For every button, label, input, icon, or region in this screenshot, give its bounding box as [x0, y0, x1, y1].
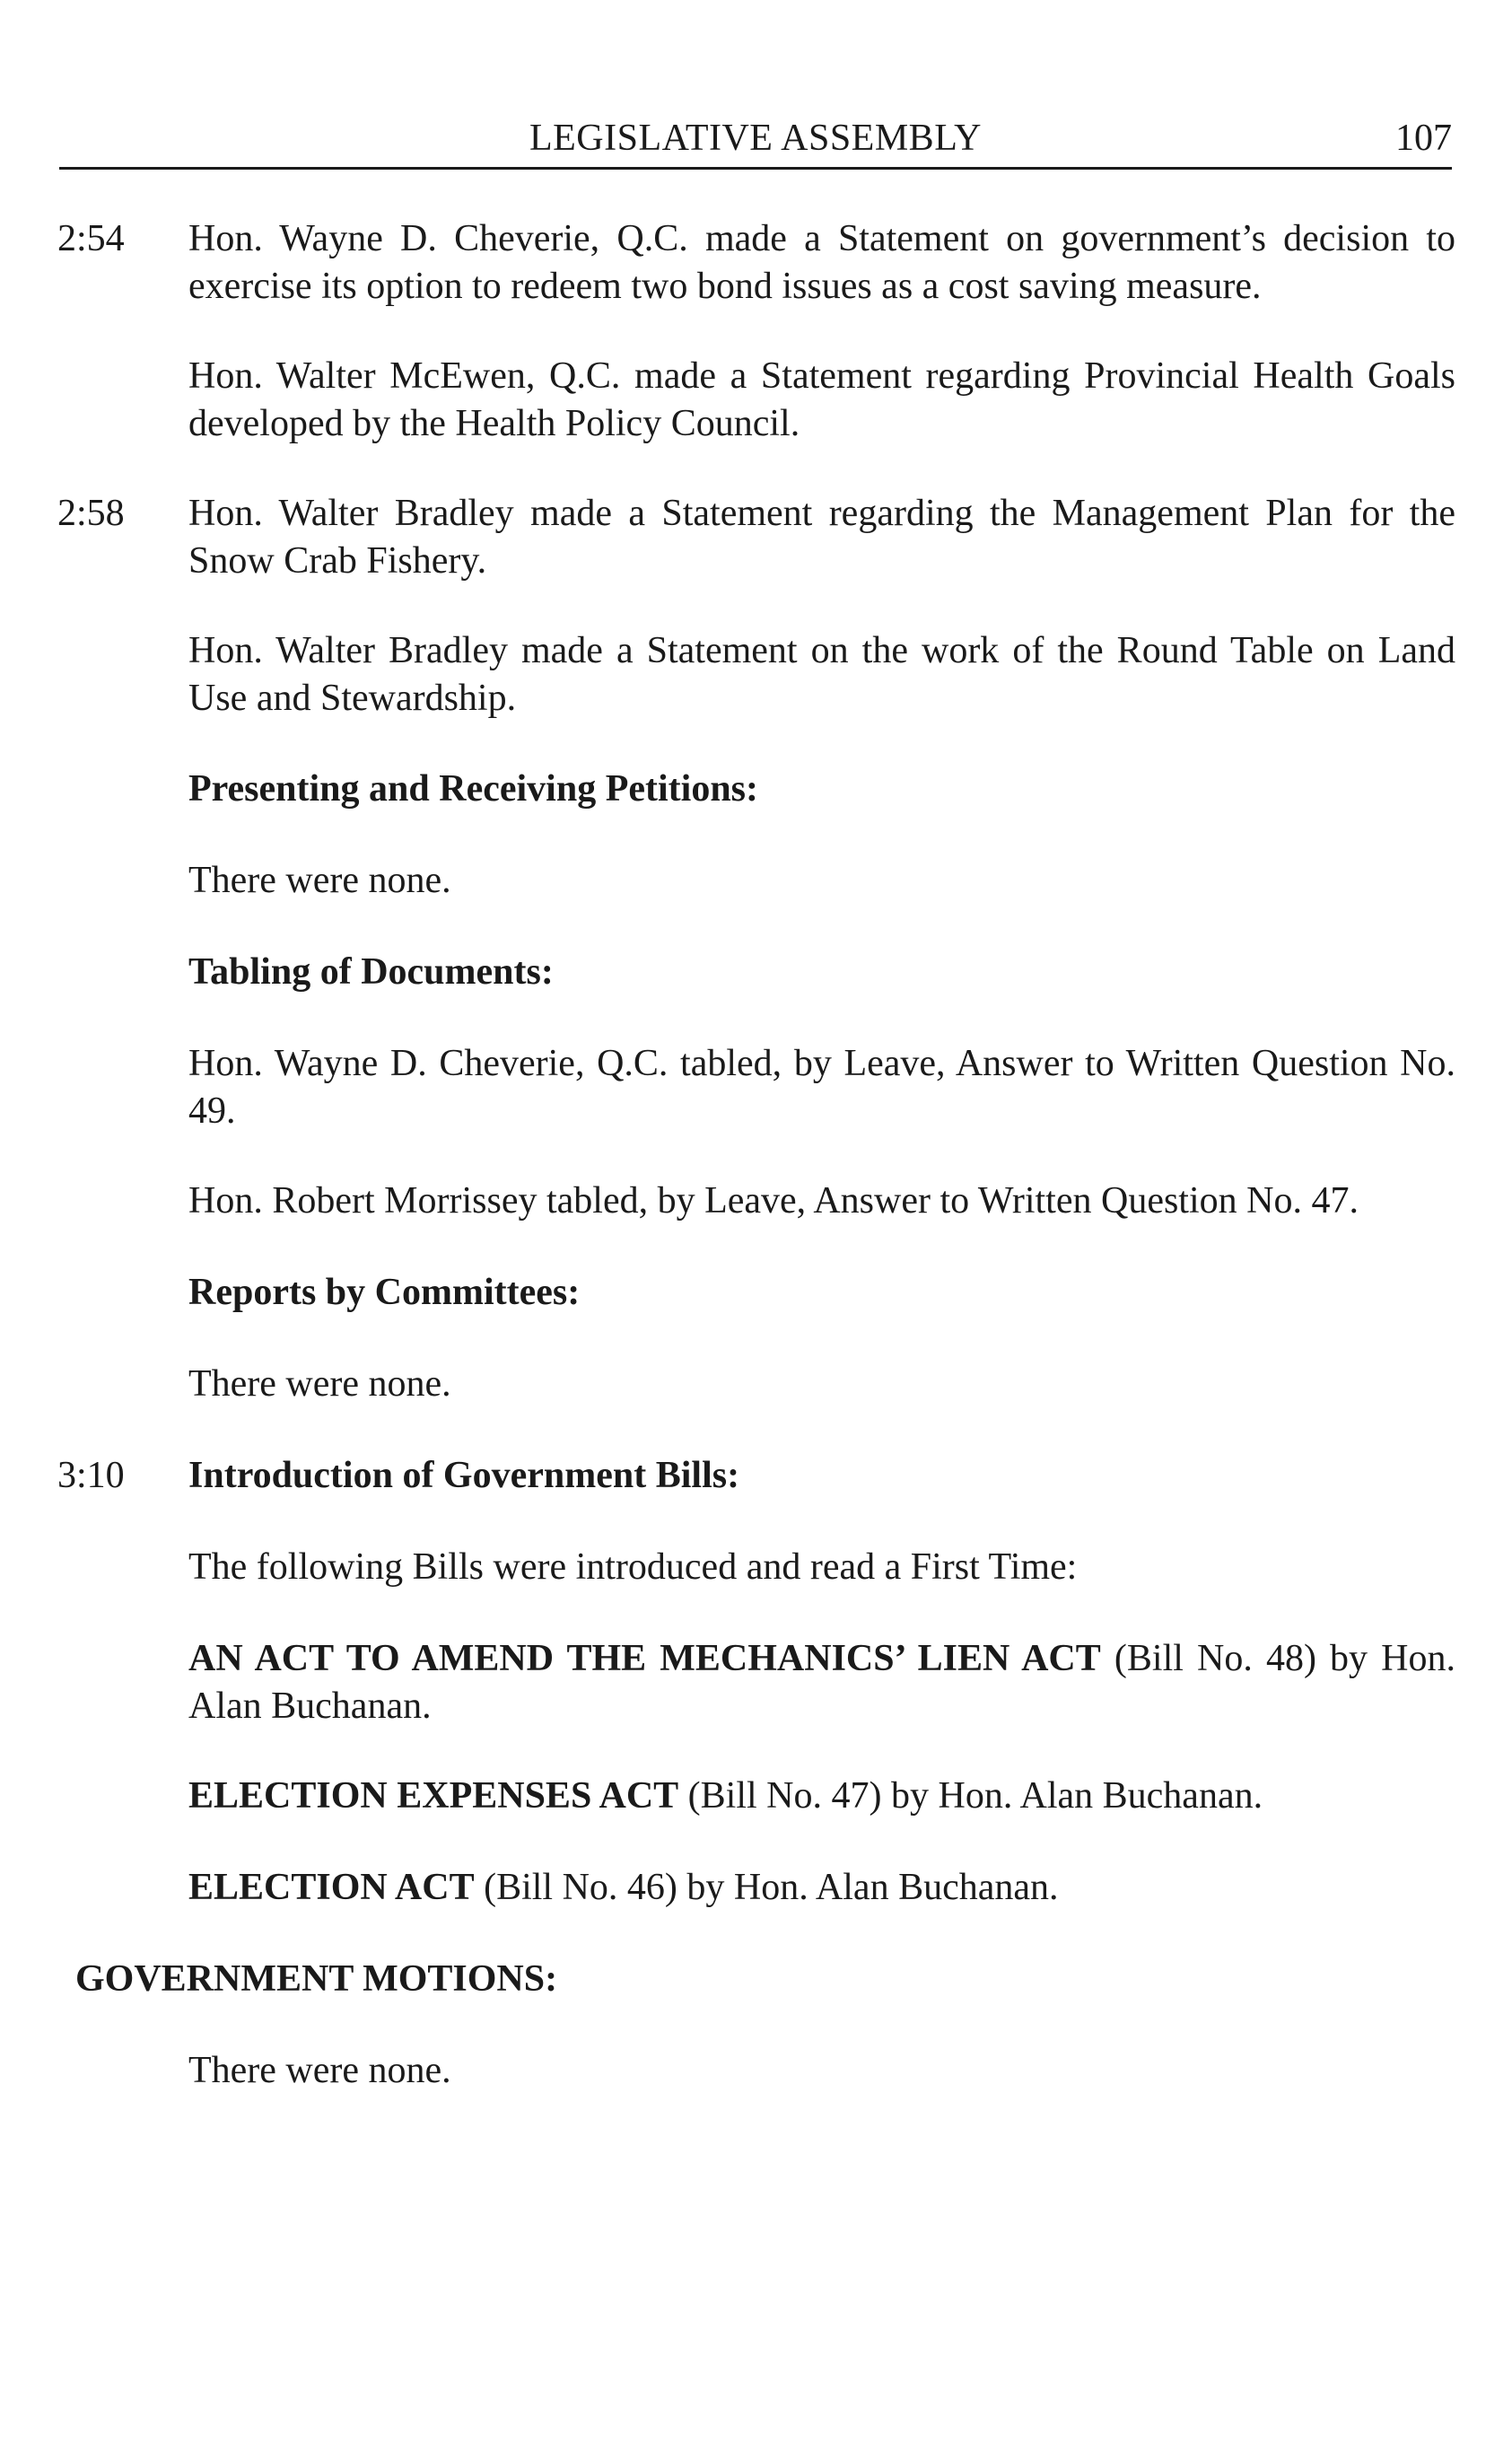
committees-heading: Reports by Committees: — [188, 1272, 581, 1313]
bill-title: AN ACT TO AMEND THE MECHANICS’ LIEN ACT — [188, 1638, 1101, 1679]
government-motions-heading: GOVERNMENT MOTIONS: — [75, 1958, 558, 2000]
page-header — [59, 115, 1452, 167]
bill-item — [188, 1635, 1455, 1730]
bills-heading: Introduction of Government Bills: — [188, 1455, 740, 1496]
statement-paragraph: Hon. Walter Bradley made a Statement regarding the Management Plan for the Snow Crab Fishery. — [188, 493, 1455, 582]
government-motions-text: There were none. — [188, 2050, 451, 2091]
tabling-paragraph: Hon. Robert Morrissey tabled, by Leave, Answer to Written Question No. 47. — [188, 1180, 1359, 1222]
tabling-heading: Tabling of Documents: — [188, 951, 554, 993]
tabling-paragraph: Hon. Wayne D. Cheverie, Q.C. tabled, by Leave, Answer to Written Question No. 49. — [188, 1043, 1455, 1132]
bill-title: ELECTION EXPENSES ACT — [188, 1775, 679, 1817]
petitions-text: There were none. — [188, 860, 451, 901]
bill-details: (Bill No. 48) by Hon. Alan Buchanan. — [188, 1638, 1456, 1727]
bill-details: (Bill No. 47) by Hon. Alan Buchanan. — [678, 1775, 1263, 1817]
header-rule — [59, 167, 1452, 170]
statement-paragraph: Hon. Walter Bradley made a Statement on the work of the Round Table on Land Use and Stewardship. — [188, 630, 1455, 719]
statement-paragraph: Hon. Wayne D. Cheverie, Q.C. made a Statement on government’s decision to exercise its option to redeem two bond issues as a cost saving measure. — [188, 218, 1455, 307]
petitions-heading: Presenting and Receiving Petitions: — [188, 768, 759, 810]
bills-intro: The following Bills were introduced and read a First Time: — [188, 1546, 1078, 1588]
committees-text: There were none. — [188, 1363, 451, 1405]
bill-item — [188, 1773, 1455, 1820]
bill-title: ELECTION ACT — [188, 1867, 475, 1908]
bill-details: (Bill No. 46) by Hon. Alan Buchanan. — [474, 1867, 1059, 1908]
page-number: 107 — [1395, 118, 1452, 159]
time-marker: 3:10 — [57, 1455, 125, 1496]
header-title: LEGISLATIVE ASSEMBLY — [529, 118, 982, 159]
time-marker: 2:58 — [57, 493, 125, 534]
bill-item — [188, 1864, 1455, 1912]
statement-paragraph: Hon. Walter McEwen, Q.C. made a Statement regarding Provincial Health Goals developed by the Health Policy Council. — [188, 355, 1455, 444]
time-marker: 2:54 — [57, 218, 125, 259]
